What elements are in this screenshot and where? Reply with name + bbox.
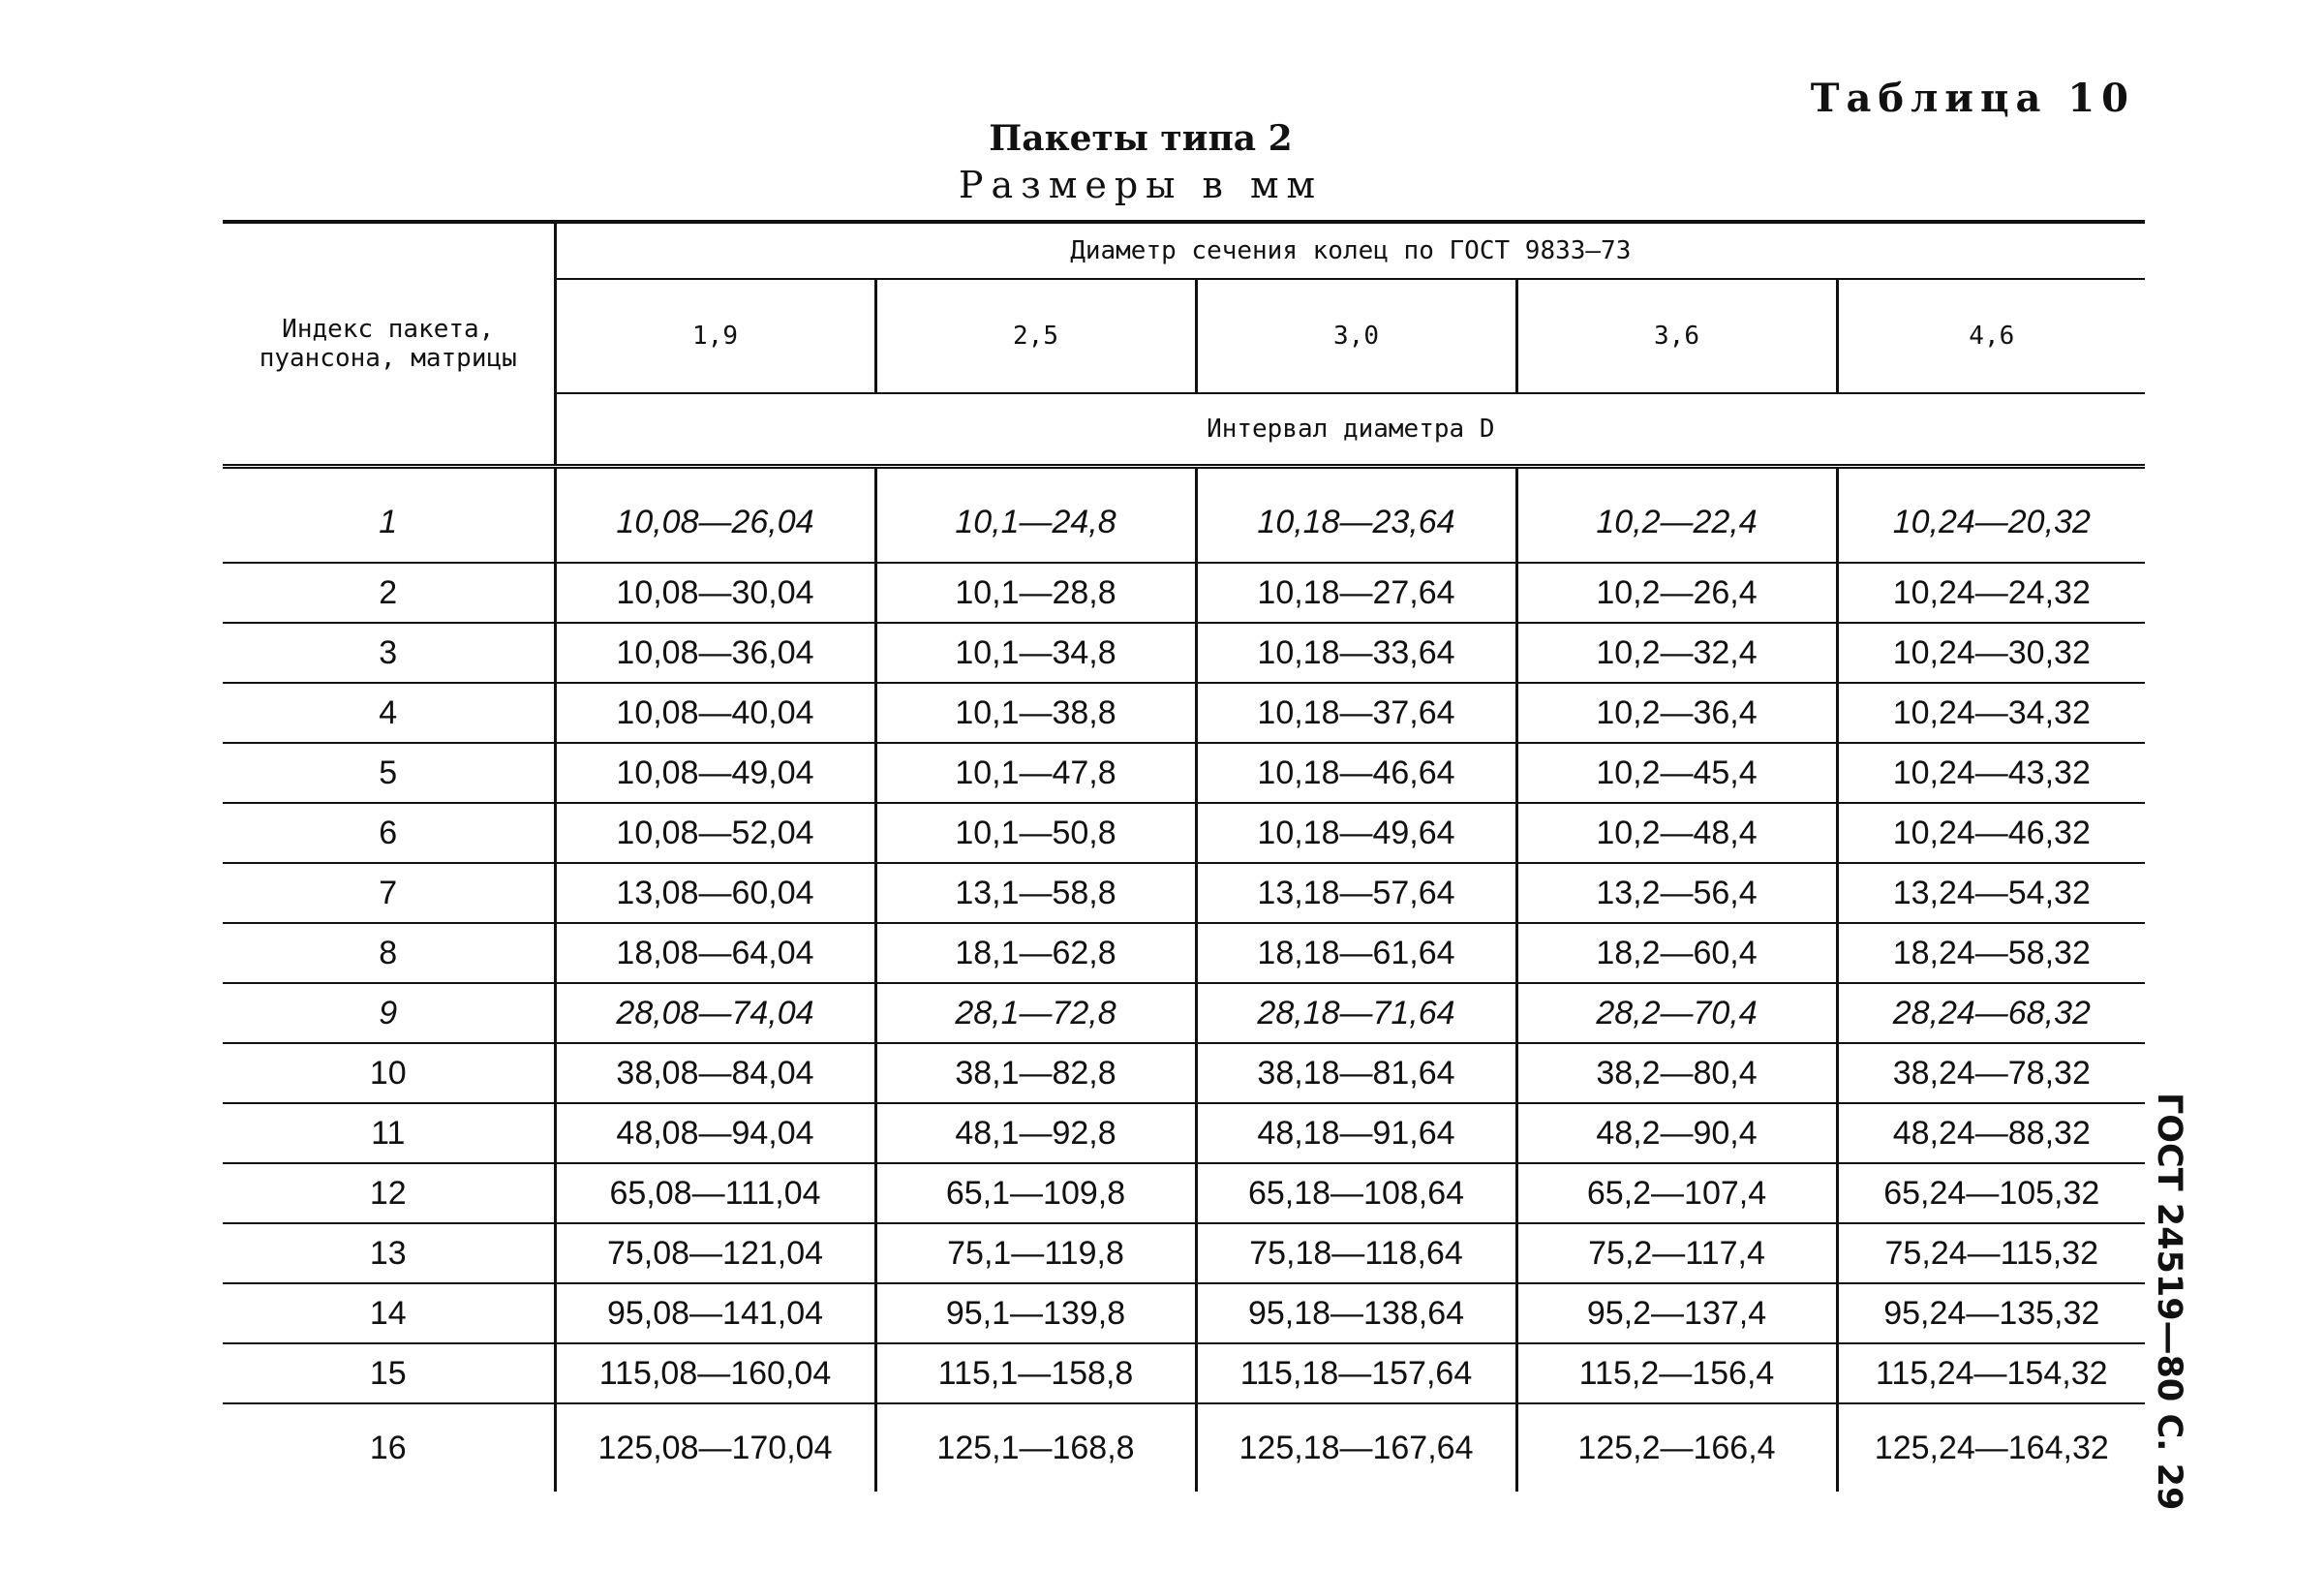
index-cell: 13 [223, 1223, 555, 1283]
interval-cell: 48,2—90,4 [1516, 1103, 1837, 1163]
interval-cell: 10,24—43,32 [1837, 743, 2145, 803]
table-subtitle: Размеры в мм [958, 164, 1324, 206]
interval-cell: 10,08—49,04 [555, 743, 875, 803]
table-header [223, 222, 2145, 467]
diameter-header-cell: 1,9 [555, 279, 875, 393]
interval-cell: 38,2—80,4 [1516, 1043, 1837, 1103]
interval-cell: 10,08—30,04 [555, 563, 875, 623]
interval-cell: 10,24—46,32 [1837, 803, 2145, 863]
interval-cell: 10,18—46,64 [1196, 743, 1516, 803]
table-row [223, 1343, 2145, 1403]
interval-cell: 10,18—27,64 [1196, 563, 1516, 623]
table-row [223, 743, 2145, 803]
interval-cell: 10,2—26,4 [1516, 563, 1837, 623]
interval-cell: 10,08—40,04 [555, 683, 875, 743]
interval-cell: 18,2—60,4 [1516, 923, 1837, 983]
interval-cell: 48,1—92,8 [875, 1103, 1196, 1163]
interval-cell: 10,08—26,04 [555, 467, 875, 564]
interval-cell: 115,1—158,8 [875, 1343, 1196, 1403]
interval-cell: 10,2—45,4 [1516, 743, 1837, 803]
interval-cell: 125,1—168,8 [875, 1403, 1196, 1492]
interval-cell: 28,24—68,32 [1837, 983, 2145, 1043]
interval-cell: 10,08—52,04 [555, 803, 875, 863]
interval-cell: 65,1—109,8 [875, 1163, 1196, 1223]
interval-cell: 13,2—56,4 [1516, 863, 1837, 923]
interval-cell: 95,2—137,4 [1516, 1283, 1837, 1343]
table-row [223, 803, 2145, 863]
interval-cell: 10,2—36,4 [1516, 683, 1837, 743]
interval-cell: 65,2—107,4 [1516, 1163, 1837, 1223]
index-cell: 1 [223, 467, 555, 564]
interval-cell: 13,18—57,64 [1196, 863, 1516, 923]
table-row [223, 1223, 2145, 1283]
interval-cell: 65,08—111,04 [555, 1163, 875, 1223]
table-row [223, 1043, 2145, 1103]
table-body [223, 467, 2145, 1493]
index-cell: 15 [223, 1343, 555, 1403]
interval-cell: 10,18—23,64 [1196, 467, 1516, 564]
interval-cell: 10,18—33,64 [1196, 623, 1516, 683]
index-cell: 14 [223, 1283, 555, 1343]
table-row [223, 623, 2145, 683]
interval-cell: 10,2—32,4 [1516, 623, 1837, 683]
diameter-header-cell: 3,6 [1516, 279, 1837, 393]
interval-cell: 125,18—167,64 [1196, 1403, 1516, 1492]
interval-cell: 10,1—28,8 [875, 563, 1196, 623]
table-row [223, 1283, 2145, 1343]
interval-cell: 115,24—154,32 [1837, 1343, 2145, 1403]
diameter-header-cell: 4,6 [1837, 279, 2145, 393]
interval-cell: 48,08—94,04 [555, 1103, 875, 1163]
interval-cell: 125,08—170,04 [555, 1403, 875, 1492]
interval-cell: 75,2—117,4 [1516, 1223, 1837, 1283]
table-title: Пакеты типа 2 [989, 118, 1293, 159]
interval-cell: 125,24—164,32 [1874, 1429, 2109, 1466]
interval-cell: 10,1—34,8 [875, 623, 1196, 683]
table-row [223, 563, 2145, 623]
table-row [223, 467, 2145, 564]
interval-cell: 38,24—78,32 [1837, 1043, 2145, 1103]
table-row [223, 983, 2145, 1043]
interval-cell: 95,24—135,32 [1837, 1283, 2145, 1343]
interval-cell: 10,24—30,32 [1837, 623, 2145, 683]
interval-cell: 10,1—24,8 [875, 467, 1196, 564]
diameter-interval-header: Интервал диаметра D [555, 393, 2145, 467]
interval-cell: 38,1—82,8 [875, 1043, 1196, 1103]
interval-cell: 28,1—72,8 [875, 983, 1196, 1043]
interval-cell: 13,24—54,32 [1837, 863, 2145, 923]
ring-section-diameter-header: Диаметр сечения колец по ГОСТ 9833—73 [555, 222, 2145, 279]
interval-cell: 18,1—62,8 [875, 923, 1196, 983]
interval-cell: 10,1—47,8 [875, 743, 1196, 803]
interval-cell: 10,1—38,8 [875, 683, 1196, 743]
interval-cell: 10,24—20,32 [1837, 467, 2145, 564]
interval-cell: 95,1—139,8 [875, 1283, 1196, 1343]
table-row [223, 1163, 2145, 1223]
index-cell: 16 [223, 1403, 555, 1492]
interval-cell: 115,2—156,4 [1516, 1343, 1837, 1403]
diameter-header-cell: 3,0 [1196, 279, 1516, 393]
interval-cell: 10,18—49,64 [1196, 803, 1516, 863]
index-cell: 12 [223, 1163, 555, 1223]
interval-cell: 10,2—48,4 [1516, 803, 1837, 863]
index-cell: 11 [223, 1103, 555, 1163]
index-cell: 5 [223, 743, 555, 803]
interval-cell: 38,08—84,04 [555, 1043, 875, 1103]
interval-cell: 75,24—115,32 [1837, 1223, 2145, 1283]
interval-cell: 18,18—61,64 [1196, 923, 1516, 983]
interval-cell: 10,1—50,8 [875, 803, 1196, 863]
interval-cell: 18,08—64,04 [555, 923, 875, 983]
index-cell: 3 [223, 623, 555, 683]
interval-cell: 95,18—138,64 [1196, 1283, 1516, 1343]
header-group-row [223, 222, 2145, 279]
table-row [223, 923, 2145, 983]
standard-page-code: ГОСТ 24519—80 С. 29 [2150, 1093, 2188, 1511]
interval-cell: 28,18—71,64 [1196, 983, 1516, 1043]
index-cell: 8 [223, 923, 555, 983]
table-number-label: Таблица 10 [1810, 76, 2135, 121]
diameter-header-cell: 2,5 [875, 279, 1196, 393]
interval-cell: 115,08—160,04 [555, 1343, 875, 1403]
index-column-header: Индекс пакета, пуансона, матрицы [223, 222, 555, 467]
table-row [223, 683, 2145, 743]
interval-cell: 10,24—34,32 [1837, 683, 2145, 743]
interval-cell: 28,2—70,4 [1516, 983, 1837, 1043]
interval-cell: 10,24—24,32 [1837, 563, 2145, 623]
interval-cell: 10,08—36,04 [555, 623, 875, 683]
index-cell: 9 [223, 983, 555, 1043]
interval-cell: 75,1—119,8 [875, 1223, 1196, 1283]
interval-cell: 75,08—121,04 [555, 1223, 875, 1283]
interval-cell: 38,18—81,64 [1196, 1043, 1516, 1103]
interval-cell: 13,08—60,04 [555, 863, 875, 923]
table-row [223, 863, 2145, 923]
sizes-table [223, 220, 2145, 1492]
table-row [223, 1103, 2145, 1163]
interval-cell: 48,24—88,32 [1837, 1103, 2145, 1163]
index-cell: 6 [223, 803, 555, 863]
interval-cell: 28,08—74,04 [555, 983, 875, 1043]
interval-cell: 115,18—157,64 [1196, 1343, 1516, 1403]
interval-cell: 10,18—37,64 [1196, 683, 1516, 743]
interval-cell: 125,2—166,4 [1516, 1403, 1837, 1492]
interval-cell: 18,24—58,32 [1837, 923, 2145, 983]
index-cell: 7 [223, 863, 555, 923]
index-cell: 2 [223, 563, 555, 623]
index-cell: 4 [223, 683, 555, 743]
interval-cell: 65,18—108,64 [1196, 1163, 1516, 1223]
table-row [223, 1403, 2145, 1492]
interval-cell: 13,1—58,8 [875, 863, 1196, 923]
interval-cell: 65,24—105,32 [1837, 1163, 2145, 1223]
index-cell: 10 [223, 1043, 555, 1103]
interval-cell: 75,18—118,64 [1196, 1223, 1516, 1283]
interval-cell: 10,2—22,4 [1516, 467, 1837, 564]
interval-cell: 95,08—141,04 [555, 1283, 875, 1343]
interval-cell: 48,18—91,64 [1196, 1103, 1516, 1163]
